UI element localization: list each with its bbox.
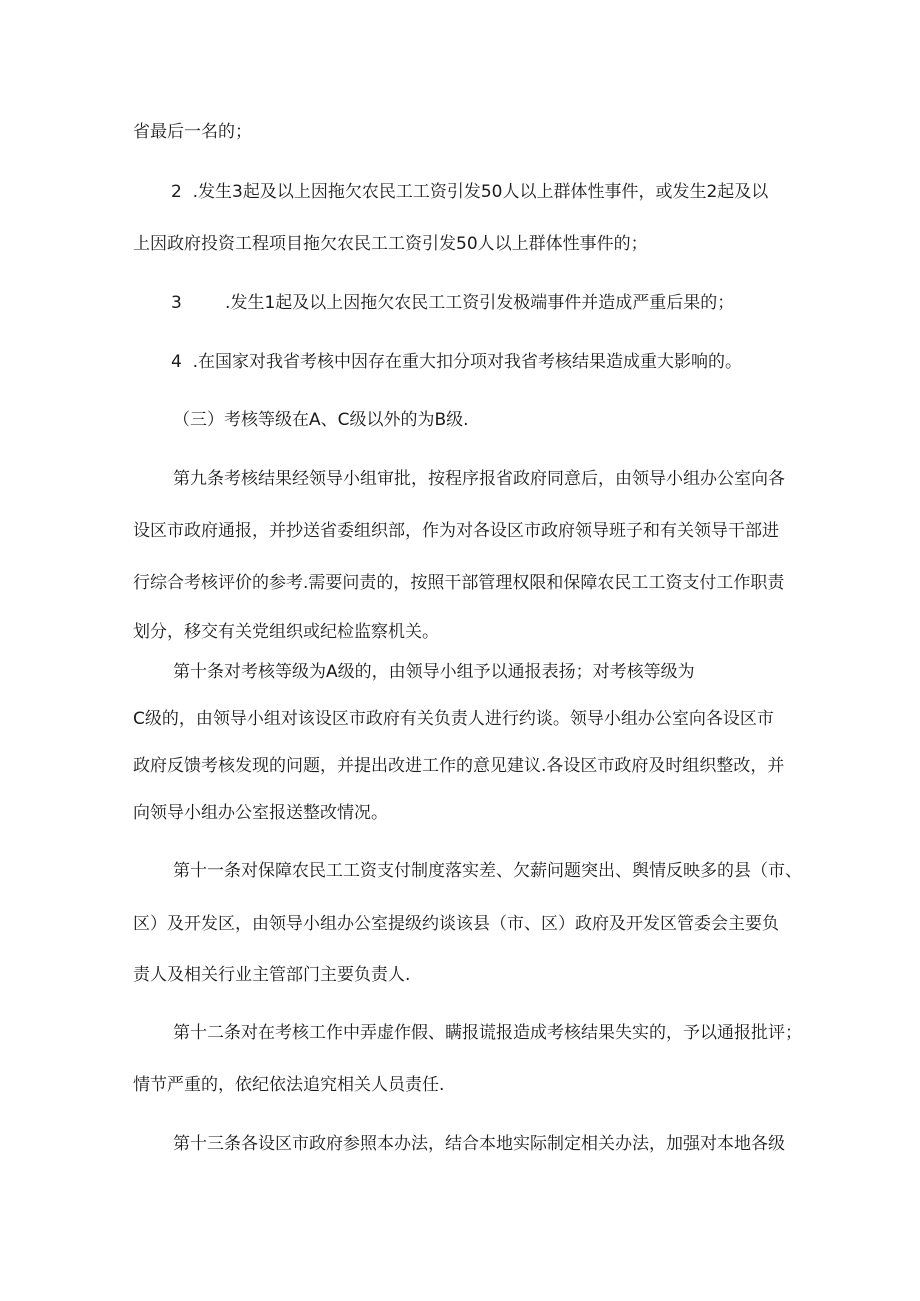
text-line: 向领导小组办公室报送整改情况。 xyxy=(133,803,388,823)
text-line: 责人及相关行业主管部门主要负责人. xyxy=(133,965,411,985)
text-line: 划分，移交有关党组织或纪检监察机关。 xyxy=(133,622,439,642)
text-line: 行综合考核评价的参考.需要问责的，按照干部管理权限和保障农民工工资支付工作职责 xyxy=(133,573,785,593)
text-line: 第十三条各设区市政府参照本办法，结合本地实际制定相关办法，加强对本地各级 xyxy=(173,1134,785,1154)
text-line: 情节严重的，依纪依法追究相关人员责任. xyxy=(133,1075,445,1095)
text-line: 上因政府投资工程项目拖欠农民工工资引发50人以上群体性事件的； xyxy=(133,234,648,254)
text-line: 省最后一名的； xyxy=(133,122,252,142)
text-line: 3 .发生1起及以上因拖欠农民工工资引发极端事件并造成严重后果的； xyxy=(171,293,735,313)
text-line: 第十条对考核等级为A级的，由领导小组予以通报表扬；对考核等级为 xyxy=(173,662,695,682)
text-line: 政府反馈考核发现的问题，并提出改进工作的意见建议.各设区市政府及时组织整改，并 xyxy=(133,756,785,776)
text-line: 2 .发生3起及以上因拖欠农民工工资引发50人以上群体性事件，或发生2起及以 xyxy=(171,182,769,202)
text-line: 第十一条对保障农民工工资支付制度落实差、欠薪问题突出、舆情反映多的县（市、 xyxy=(173,861,802,881)
text-line: （三）考核等级在A、C级以外的为B级. xyxy=(173,410,469,430)
text-line: C级的，由领导小组对该设区市政府有关负责人进行约谈。领导小组办公室向各设区市 xyxy=(133,709,774,729)
text-line: 第九条考核结果经领导小组审批，按程序报省政府同意后，由领导小组办公室向各 xyxy=(173,469,785,489)
text-line: 第十二条对在考核工作中弄虚作假、瞒报谎报造成考核结果失实的，予以通报批评； xyxy=(173,1023,802,1043)
text-line: 设区市政府通报，并抄送省委组织部，作为对各设区市政府领导班子和有关领导干部进 xyxy=(133,521,779,541)
text-line: 区）及开发区，由领导小组办公室提级约谈该县（市、区）政府及开发区管委会主要负 xyxy=(133,914,779,934)
text-line: 4 .在国家对我省考核中因存在重大扣分项对我省考核结果造成重大影响的。 xyxy=(171,352,743,372)
